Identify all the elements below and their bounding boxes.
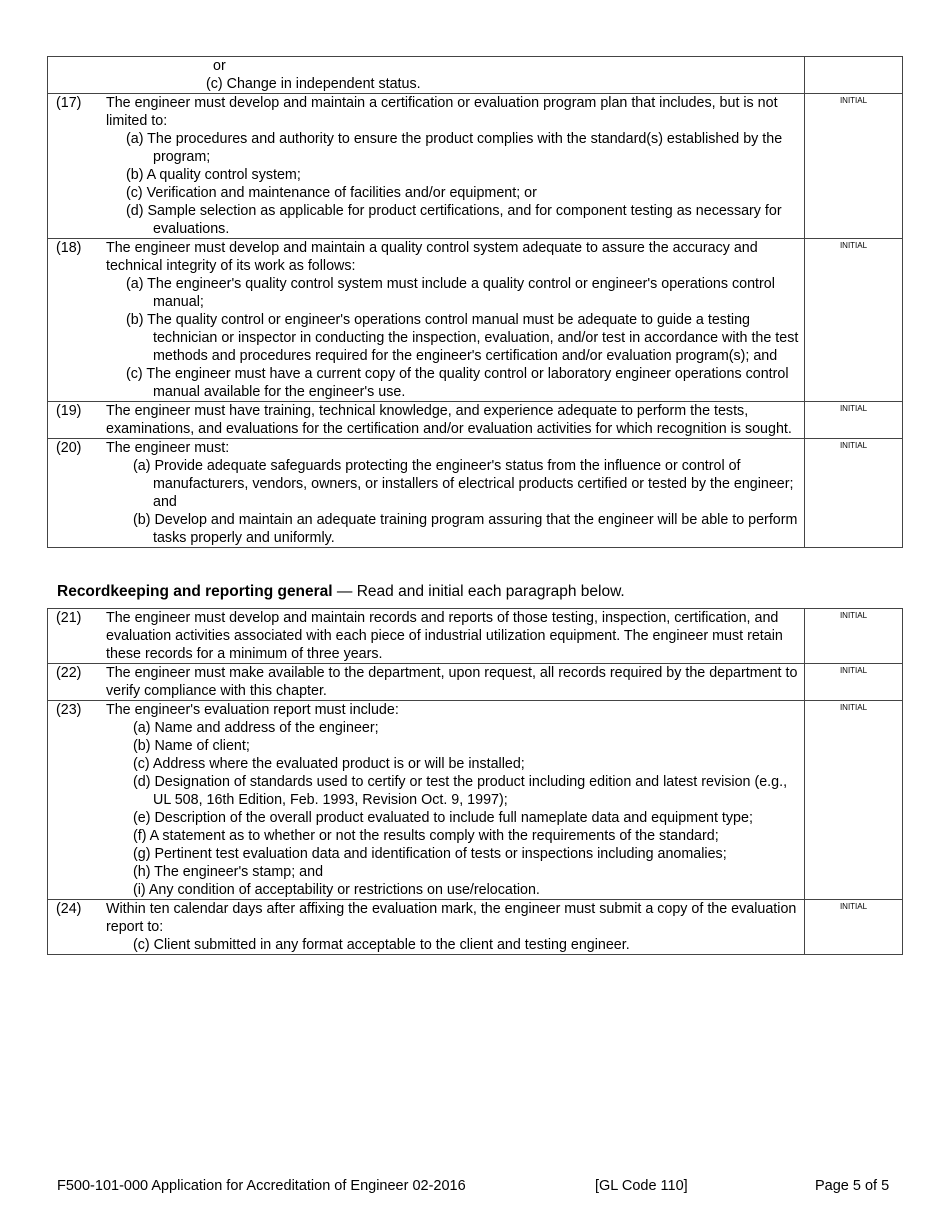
footer-gl-code: [GL Code 110] (595, 1178, 688, 1194)
table-row (48, 238, 902, 401)
list-item: (b) A quality control system; (126, 167, 301, 183)
paragraph-text: The engineer must develop and maintain records and reports of those testing, inspection, certification, and evaluation activities associated with each piece of industrial utilization equipment. The engineer must retain these records for a minimum of three years. (106, 610, 783, 662)
list-item: (b) The quality control or engineer's operations control manual must be adequate to guide a testing technician or inspector in conducting the inspection, evaluation, and/or test in accordance with the test methods and procedures required for the engineer's certification and/or evaluation program(s); and (126, 312, 799, 364)
paragraph-text: The engineer must develop and maintain a certification or evaluation program plan that includes, but is not limited to: (106, 95, 778, 129)
list-item: (c) Address where the evaluated product is or will be installed; (133, 756, 525, 772)
list-item: (d) Sample selection as applicable for product certifications, and for component testing as necessary for evaluations. (126, 203, 782, 237)
paragraph-number: (22) (56, 665, 82, 681)
list-item: (a) The engineer's quality control system must include a quality control or engineer's operations control manual; (126, 276, 775, 310)
continuation-text: or (213, 58, 226, 74)
requirements-table-1 (47, 56, 903, 548)
section-heading (57, 583, 625, 601)
table-row (48, 57, 902, 93)
table-row (48, 438, 902, 547)
paragraph-text: The engineer's evaluation report must include: (106, 702, 399, 718)
list-item: (b) Develop and maintain an adequate training program assuring that the engineer will be able to perform tasks properly and uniformly. (133, 512, 798, 546)
list-item: (i) Any condition of acceptability or restrictions on use/relocation. (133, 882, 540, 898)
paragraph-number: (18) (56, 240, 82, 256)
footer-page-number: Page 5 of 5 (815, 1178, 890, 1194)
paragraph-text: The engineer must develop and maintain a quality control system adequate to assure the accuracy and technical integrity of its work as follows: (106, 240, 758, 274)
paragraph-number: (24) (56, 901, 82, 917)
paragraph-number: (20) (56, 440, 82, 456)
table-row (48, 663, 902, 700)
section-heading-instruction: — Read and initial each paragraph below. (332, 583, 625, 600)
list-item: (h) The engineer's stamp; and (133, 864, 324, 880)
paragraph-number: (23) (56, 702, 82, 718)
table-row (48, 93, 902, 238)
list-item: (c) The engineer must have a current copy of the quality control or laboratory engineer operations control manual available for the engineer's use. (126, 366, 789, 400)
list-item: (c) Verification and maintenance of facilities and/or equipment; or (126, 185, 537, 201)
paragraph-text: The engineer must: (106, 440, 230, 456)
requirements-table-2 (47, 608, 903, 955)
initial-box[interactable]: INITIAL (804, 664, 902, 700)
table-row (48, 899, 902, 954)
table-row (48, 401, 902, 438)
continuation-text: (c) Change in independent status. (206, 76, 421, 92)
paragraph-text: The engineer must make available to the department, upon request, all records required by the department to verify compliance with this chapter. (106, 665, 798, 699)
section-heading-title: Recordkeeping and reporting general (57, 583, 333, 600)
paragraph-number: (19) (56, 403, 82, 419)
initial-box[interactable]: INITIAL (804, 94, 902, 238)
list-item: (f) A statement as to whether or not the results comply with the requirements of the standard; (133, 828, 719, 844)
paragraph-number: (17) (56, 95, 82, 111)
list-item: (a) Name and address of the engineer; (133, 720, 379, 736)
list-item: (e) Description of the overall product evaluated to include full nameplate data and equipment type; (133, 810, 753, 826)
list-item: (c) Client submitted in any format acceptable to the client and testing engineer. (133, 937, 630, 953)
paragraph-number: (21) (56, 610, 82, 626)
paragraph-text: Within ten calendar days after affixing the evaluation mark, the engineer must submit a copy of the evaluation report to: (106, 901, 797, 935)
initial-box[interactable]: INITIAL (804, 609, 902, 663)
table-row (48, 609, 902, 663)
paragraph-text: The engineer must have training, technical knowledge, and experience adequate to perform the tests, examinations, and evaluations for the certification and/or evaluation activities for which recognition is sought. (106, 403, 792, 437)
initial-box[interactable]: INITIAL (804, 701, 902, 899)
list-item: (a) The procedures and authority to ensure the product complies with the standard(s) established by the program; (126, 131, 783, 165)
list-item: (a) Provide adequate safeguards protecting the engineer's status from the influence or control of manufacturers, vendors, owners, or installers of electrical products certified or tested by the engineer; and (133, 458, 794, 510)
footer-form-title: F500-101-000 Application for Accreditation of Engineer 02-2016 (57, 1178, 466, 1194)
initial-box[interactable]: INITIAL (804, 239, 902, 401)
initial-box[interactable]: INITIAL (804, 402, 902, 438)
list-item: (d) Designation of standards used to certify or test the product including edition and latest revision (e.g., UL 508, 16th Edition, Feb. 1993, Revision Oct. 9, 1997); (133, 774, 788, 808)
initial-box[interactable]: INITIAL (804, 439, 902, 547)
initial-box[interactable]: INITIAL (804, 900, 902, 954)
list-item: (g) Pertinent test evaluation data and identification of tests or inspections including anomalies; (133, 846, 727, 862)
list-item: (b) Name of client; (133, 738, 250, 754)
table-row (48, 700, 902, 899)
